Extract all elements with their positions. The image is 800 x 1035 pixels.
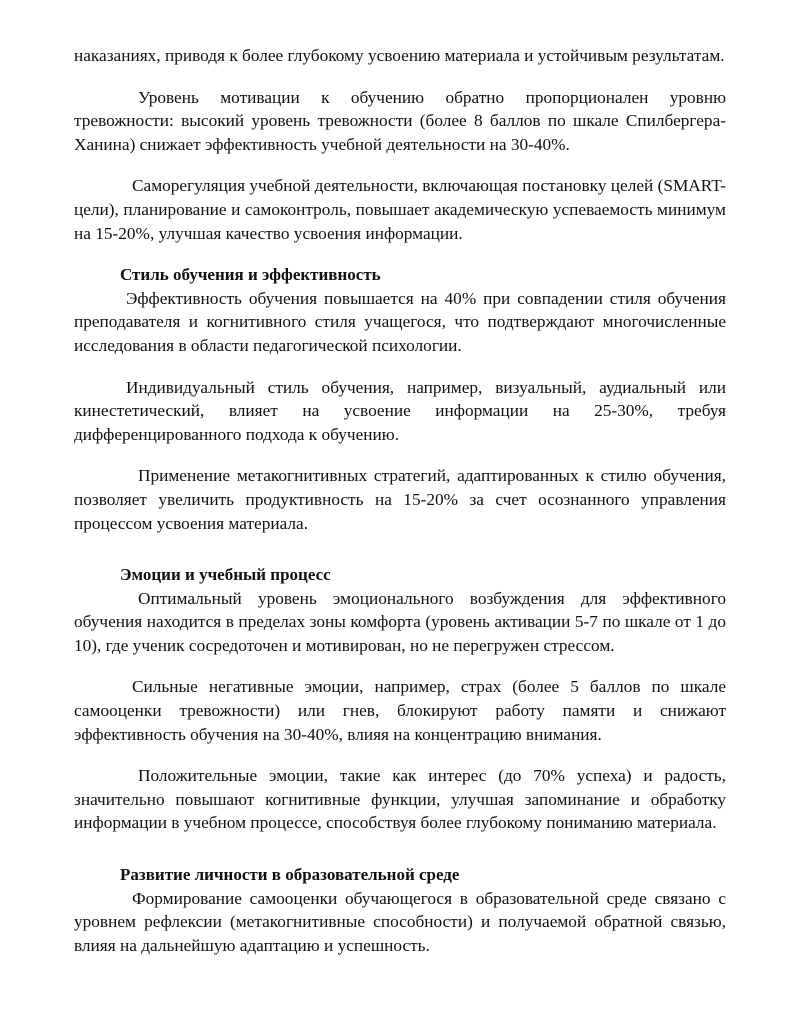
- section-heading-personality: Развитие личности в образовательной среде: [120, 865, 460, 885]
- section-heading-emotions: Эмоции и учебный процесс: [120, 565, 331, 585]
- paragraph-self-esteem: Формирование самооценки обучающегося в образовательной среде связано с уровнем рефлексии (метакогнитивные способности) и получаемой обратной связью, влияя на дальнейшую адаптацию и успешность.: [74, 888, 726, 955]
- paragraph-positive-emotions: Положительные эмоции, такие как интерес (до 70% успеха) и радость, значительно повышают когнитивные функции, улучшая запоминание и обработку информации в учебном процессе, способствуя более глубокому пониманию материала.: [74, 766, 726, 833]
- paragraph-style-match: Эффективность обучения повышается на 40% при совпадении стиля обучения преподавателя и когнитивного стиля учащегося, что подтверждают многочисленные исследования в области педагогической психологии.: [74, 288, 726, 355]
- section-heading-learning-style: Стиль обучения и эффективность: [120, 265, 381, 285]
- spacer: [74, 657, 726, 675]
- spacer: [74, 446, 726, 464]
- paragraph-self-regulation: Саморегуляция учебной деятельности, включающая постановку целей (SMART-цели), планирование и самоконтроль, повышает академическую успеваемость минимум на 15-20%, улучшая качество усвоения информации.: [74, 176, 726, 243]
- paragraph-metacognitive: Применение метакогнитивных стратегий, адаптированных к стилю обучения, позволяет увеличить продуктивность на 15-20% за счет осознанного управления процессом усвоения материала.: [74, 466, 726, 533]
- paragraph-individual-style: Индивидуальный стиль обучения, например, визуальный, аудиальный или кинестетический, влияет на усвоение информации на 25-30%, требуя дифференцированного подхода к обучению.: [74, 377, 726, 444]
- spacer: [74, 835, 726, 863]
- paragraph-optimal-arousal: Оптимальный уровень эмоционального возбуждения для эффективного обучения находится в пределах зоны комфорта (уровень активации 5-7 по шкале от 1 до 10), где ученик сосредоточен и мотивирован, но не перегружен стрессом.: [74, 588, 726, 655]
- paragraph-continuation: наказаниях, приводя к более глубокому усвоению материала и устойчивым результатам.: [74, 46, 725, 65]
- paragraph-negative-emotions: Сильные негативные эмоции, например, страх (более 5 баллов по шкале самооценки тревожности) или гнев, блокируют работу памяти и снижают эффективность обучения на 30-40%, влияя на концентрацию внимания.: [74, 677, 726, 744]
- spacer: [74, 245, 726, 263]
- spacer: [74, 68, 726, 86]
- spacer: [74, 535, 726, 563]
- spacer: [74, 358, 726, 376]
- spacer: [74, 746, 726, 764]
- spacer: [74, 156, 726, 174]
- paragraph-motivation-anxiety: Уровень мотивации к обучению обратно пропорционален уровню тревожности: высокий уровень тревожности (более 8 баллов по шкале Спилбергера-Ханина) снижает эффективность учебной деятельности на 30-40%.: [74, 87, 726, 154]
